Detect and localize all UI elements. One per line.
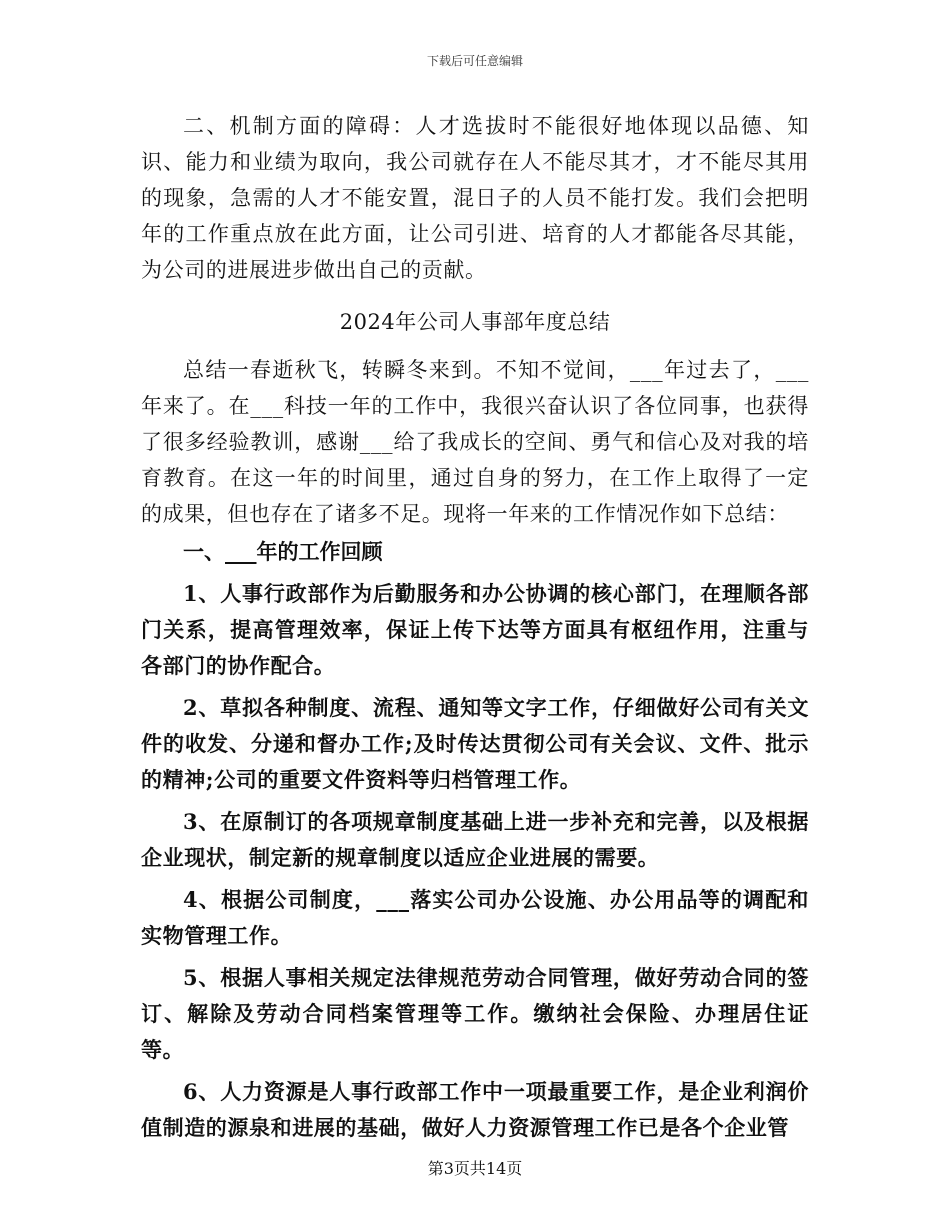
work-item-6: 6、人力资源是人事行政部工作中一项最重要工作，是企业利润价值制造的源泉和进展的基础，做好人力资源管理工作已是各个企业管 xyxy=(141,1079,809,1140)
work-item-4: 4、根据公司制度，___落实公司办公设施、办公用品等的调配和实物管理工作。 xyxy=(141,887,809,948)
page-footer: 第3页共14页 xyxy=(427,1159,523,1178)
work-item-2: 2、草拟各种制度、流程、通知等文字工作，仔细做好公司有关文件的收发、分递和督办工作;及时传达贯彻公司有关会议、文件、批示的精神;公司的重要文件资料等归档管理工作。 xyxy=(141,695,809,792)
intro-paragraph: 二、机制方面的障碍：人才选拔时不能很好地体现以品德、知识、能力和业绩为取向，我公司就存在人不能尽其才，才不能尽其用的现象，急需的人才不能安置，混日子的人员不能打发。我们会把明年的工作重点放在此方面，让公司引进、培育的人才都能各尽其能，为公司的进展进步做出自己的贡献。 xyxy=(141,114,809,282)
work-item-5: 5、根据人事相关规定法律规范劳动合同管理，做好劳动合同的签订、解除及劳动合同档案管理等工作。缴纳社会保险、办理居住证等。 xyxy=(141,965,809,1062)
document-title: 2024年公司人事部年度总结 xyxy=(339,310,611,334)
work-item-3: 3、在原制订的各项规章制度基础上进一步补充和完善，以及根据企业现状，制定新的规章制度以适应企业进展的需要。 xyxy=(141,809,809,870)
document-body xyxy=(141,108,809,1152)
page-header: 下载后可任意编辑 xyxy=(426,54,523,68)
section-heading: 一、___年的工作回顾 xyxy=(183,539,383,564)
summary-paragraph: 总结一春逝秋飞，转瞬冬来到。不知不觉间，___年过去了，___年来了。在___科技一年的工作中，我很兴奋认识了各位同事，也获得了很多经验教训，感谢___给了我成长的空间、勇气和信心及对我的培育教育。在这一年的时间里，通过自身的努力，在工作上取得了一定的成果，但也存在了诸多不足。现将一年来的工作情况作如下总结： xyxy=(141,358,809,526)
work-item-1: 1、人事行政部作为后勤服务和办公协调的核心部门，在理顺各部门关系，提高管理效率，保证上传下达等方面具有枢纽作用，注重与各部门的协作配合。 xyxy=(141,581,809,678)
